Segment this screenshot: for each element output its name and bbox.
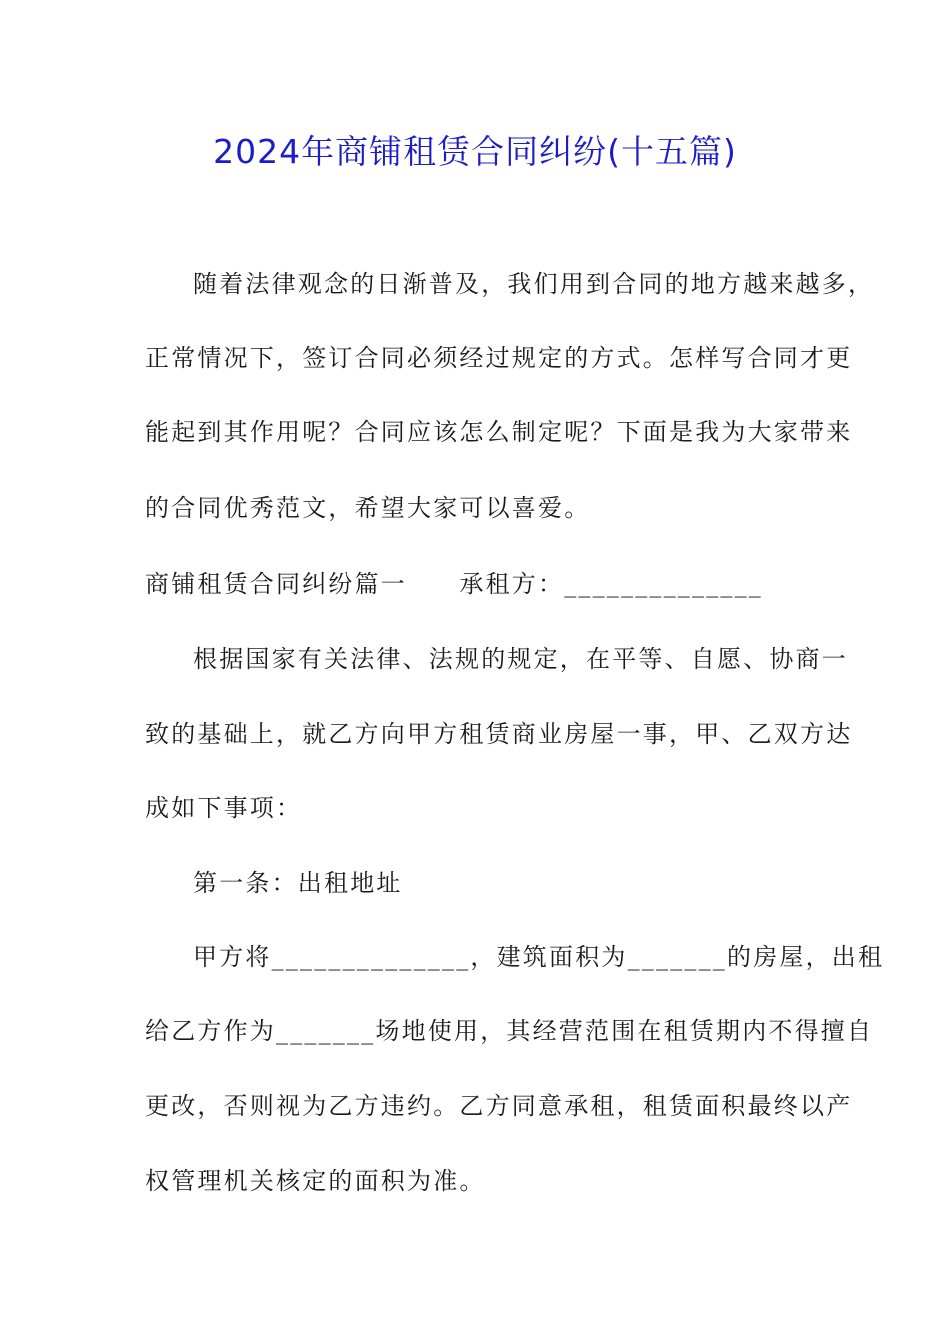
preamble-paragraph-line: 根据国家有关法律、法规的规定，在平等、自愿、协商一	[193, 645, 848, 673]
section-heading-lessee: 商铺租赁合同纠纷篇一 承租方：______________	[145, 570, 763, 598]
article-paragraph-line: 甲方将______________，建筑面积为_______的房屋，出租	[193, 943, 885, 971]
article-paragraph-line: 更改，否则视为乙方违约。乙方同意承租，租赁面积最终以产	[145, 1092, 853, 1120]
article-paragraph-line: 给乙方作为_______场地使用，其经营范围在租赁期内不得擅自	[145, 1017, 874, 1045]
article-heading: 第一条：出租地址	[193, 869, 403, 897]
preamble-paragraph-line: 成如下事项：	[145, 794, 303, 822]
intro-paragraph-line: 正常情况下，签订合同必须经过规定的方式。怎样写合同才更	[145, 344, 853, 372]
intro-paragraph-line: 随着法律观念的日渐普及，我们用到合同的地方越来越多，	[193, 270, 875, 298]
article-paragraph-line: 权管理机关核定的面积为准。	[145, 1167, 486, 1195]
preamble-paragraph-line: 致的基础上，就乙方向甲方租赁商业房屋一事，甲、乙双方达	[145, 720, 853, 748]
intro-paragraph-line: 能起到其作用呢？合同应该怎么制定呢？下面是我为大家带来	[145, 418, 853, 446]
intro-paragraph-line: 的合同优秀范文，希望大家可以喜爱。	[145, 494, 591, 522]
document-title: 2024年商铺租赁合同纠纷(十五篇)	[213, 132, 737, 171]
